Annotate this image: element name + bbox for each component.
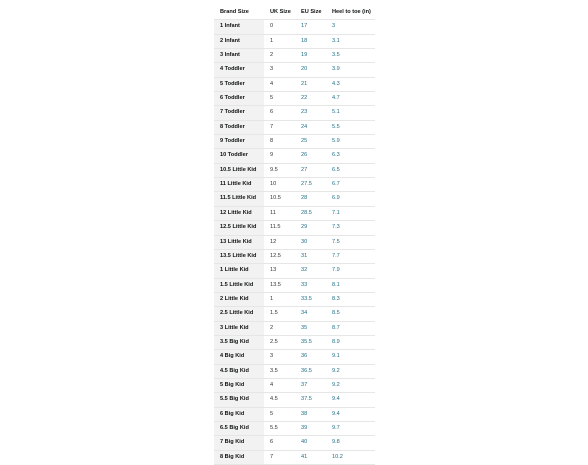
brand-size-cell: 2 Infant	[214, 34, 264, 48]
eu-size-cell: 32	[295, 264, 326, 278]
brand-size-cell: 3 Little Kid	[214, 321, 264, 335]
uk-size-cell: 1	[264, 292, 295, 306]
eu-size-cell: 37.5	[295, 393, 326, 407]
table-row	[214, 393, 375, 407]
uk-size-cell: 10.5	[264, 192, 295, 206]
heel-to-toe-cell: 9.8	[326, 436, 375, 450]
eu-size-cell: 33	[295, 278, 326, 292]
uk-size-cell: 11.5	[264, 221, 295, 235]
table-row	[214, 20, 375, 34]
brand-size-cell: 8 Big Kid	[214, 450, 264, 464]
table-row	[214, 63, 375, 77]
eu-size-cell: 36.5	[295, 364, 326, 378]
heel-to-toe-cell: 9.2	[326, 364, 375, 378]
uk-size-cell: 7	[264, 450, 295, 464]
eu-size-cell: 38	[295, 407, 326, 421]
brand-size-cell: 12.5 Little Kid	[214, 221, 264, 235]
table-row	[214, 436, 375, 450]
table-row	[214, 163, 375, 177]
heel-to-toe-cell: 6.9	[326, 192, 375, 206]
heel-to-toe-cell: 7.5	[326, 235, 375, 249]
brand-size-cell: 1 Infant	[214, 20, 264, 34]
table-row	[214, 335, 375, 349]
heel-to-toe-cell: 5.1	[326, 106, 375, 120]
uk-size-cell: 1.5	[264, 307, 295, 321]
uk-size-cell: 1	[264, 34, 295, 48]
uk-size-cell: 3.5	[264, 364, 295, 378]
eu-size-cell: 37	[295, 378, 326, 392]
table-row	[214, 264, 375, 278]
heel-to-toe-cell: 8.9	[326, 335, 375, 349]
heel-to-toe-cell: 5.5	[326, 120, 375, 134]
brand-size-cell: 13 Little Kid	[214, 235, 264, 249]
brand-size-cell: 10 Toddler	[214, 149, 264, 163]
uk-size-cell: 5	[264, 407, 295, 421]
eu-size-cell: 22	[295, 92, 326, 106]
eu-size-cell: 26	[295, 149, 326, 163]
brand-size-cell: 10.5 Little Kid	[214, 163, 264, 177]
header-eu-size: EU Size	[295, 6, 326, 20]
brand-size-cell: 8 Toddler	[214, 120, 264, 134]
table-row	[214, 350, 375, 364]
brand-size-cell: 7 Big Kid	[214, 436, 264, 450]
heel-to-toe-cell: 10.2	[326, 450, 375, 464]
table-row	[214, 421, 375, 435]
eu-size-cell: 40	[295, 436, 326, 450]
brand-size-cell: 6 Big Kid	[214, 407, 264, 421]
header-brand-size: Brand Size	[214, 6, 264, 20]
table-row	[214, 364, 375, 378]
eu-size-cell: 18	[295, 34, 326, 48]
size-chart-body	[214, 20, 375, 465]
header-row	[214, 6, 375, 20]
table-row	[214, 292, 375, 306]
eu-size-cell: 21	[295, 77, 326, 91]
eu-size-cell: 20	[295, 63, 326, 77]
brand-size-cell: 3 Infant	[214, 49, 264, 63]
brand-size-cell: 9 Toddler	[214, 135, 264, 149]
heel-to-toe-cell: 3.1	[326, 34, 375, 48]
brand-size-cell: 3.5 Big Kid	[214, 335, 264, 349]
brand-size-cell: 4 Toddler	[214, 63, 264, 77]
header-uk-size: UK Size	[264, 6, 295, 20]
eu-size-cell: 17	[295, 20, 326, 34]
uk-size-cell: 11	[264, 206, 295, 220]
uk-size-cell: 5	[264, 92, 295, 106]
brand-size-cell: 5 Toddler	[214, 77, 264, 91]
size-chart-header	[214, 6, 375, 20]
uk-size-cell: 7	[264, 120, 295, 134]
uk-size-cell: 2	[264, 49, 295, 63]
eu-size-cell: 24	[295, 120, 326, 134]
table-row	[214, 192, 375, 206]
table-row	[214, 278, 375, 292]
eu-size-cell: 27.5	[295, 178, 326, 192]
uk-size-cell: 6	[264, 106, 295, 120]
brand-size-cell: 5.5 Big Kid	[214, 393, 264, 407]
heel-to-toe-cell: 6.7	[326, 178, 375, 192]
uk-size-cell: 2	[264, 321, 295, 335]
brand-size-cell: 13.5 Little Kid	[214, 249, 264, 263]
header-heel-to-toe: Heel to toe (in)	[326, 6, 375, 20]
table-row	[214, 149, 375, 163]
uk-size-cell: 13	[264, 264, 295, 278]
uk-size-cell: 3	[264, 350, 295, 364]
brand-size-cell: 7 Toddler	[214, 106, 264, 120]
heel-to-toe-cell: 5.9	[326, 135, 375, 149]
uk-size-cell: 5.5	[264, 421, 295, 435]
uk-size-cell: 12.5	[264, 249, 295, 263]
brand-size-cell: 4 Big Kid	[214, 350, 264, 364]
brand-size-cell: 2 Little Kid	[214, 292, 264, 306]
table-row	[214, 221, 375, 235]
table-row	[214, 249, 375, 263]
uk-size-cell: 10	[264, 178, 295, 192]
brand-size-cell: 1.5 Little Kid	[214, 278, 264, 292]
uk-size-cell: 3	[264, 63, 295, 77]
eu-size-cell: 35	[295, 321, 326, 335]
eu-size-cell: 27	[295, 163, 326, 177]
heel-to-toe-cell: 7.7	[326, 249, 375, 263]
brand-size-cell: 12 Little Kid	[214, 206, 264, 220]
uk-size-cell: 0	[264, 20, 295, 34]
eu-size-cell: 34	[295, 307, 326, 321]
heel-to-toe-cell: 7.9	[326, 264, 375, 278]
brand-size-cell: 11 Little Kid	[214, 178, 264, 192]
uk-size-cell: 8	[264, 135, 295, 149]
table-row	[214, 206, 375, 220]
table-row	[214, 178, 375, 192]
eu-size-cell: 35.5	[295, 335, 326, 349]
eu-size-cell: 36	[295, 350, 326, 364]
eu-size-cell: 23	[295, 106, 326, 120]
table-row	[214, 407, 375, 421]
brand-size-cell: 1 Little Kid	[214, 264, 264, 278]
heel-to-toe-cell: 4.3	[326, 77, 375, 91]
brand-size-cell: 2.5 Little Kid	[214, 307, 264, 321]
table-row	[214, 49, 375, 63]
uk-size-cell: 4.5	[264, 393, 295, 407]
uk-size-cell: 9.5	[264, 163, 295, 177]
brand-size-cell: 11.5 Little Kid	[214, 192, 264, 206]
uk-size-cell: 6	[264, 436, 295, 450]
uk-size-cell: 4	[264, 378, 295, 392]
eu-size-cell: 31	[295, 249, 326, 263]
eu-size-cell: 33.5	[295, 292, 326, 306]
eu-size-cell: 30	[295, 235, 326, 249]
uk-size-cell: 12	[264, 235, 295, 249]
heel-to-toe-cell: 6.3	[326, 149, 375, 163]
brand-size-cell: 6 Toddler	[214, 92, 264, 106]
heel-to-toe-cell: 9.7	[326, 421, 375, 435]
heel-to-toe-cell: 3.5	[326, 49, 375, 63]
table-row	[214, 120, 375, 134]
eu-size-cell: 25	[295, 135, 326, 149]
heel-to-toe-cell: 8.5	[326, 307, 375, 321]
heel-to-toe-cell: 7.1	[326, 206, 375, 220]
eu-size-cell: 19	[295, 49, 326, 63]
brand-size-cell: 4.5 Big Kid	[214, 364, 264, 378]
eu-size-cell: 29	[295, 221, 326, 235]
heel-to-toe-cell: 9.4	[326, 393, 375, 407]
heel-to-toe-cell: 8.3	[326, 292, 375, 306]
eu-size-cell: 28	[295, 192, 326, 206]
heel-to-toe-cell: 7.3	[326, 221, 375, 235]
table-row	[214, 92, 375, 106]
eu-size-cell: 39	[295, 421, 326, 435]
heel-to-toe-cell: 9.4	[326, 407, 375, 421]
table-row	[214, 77, 375, 91]
brand-size-cell: 5 Big Kid	[214, 378, 264, 392]
table-row	[214, 321, 375, 335]
heel-to-toe-cell: 3	[326, 20, 375, 34]
table-row	[214, 235, 375, 249]
table-row	[214, 450, 375, 464]
size-chart-table	[214, 6, 375, 465]
uk-size-cell: 13.5	[264, 278, 295, 292]
table-row	[214, 34, 375, 48]
uk-size-cell: 9	[264, 149, 295, 163]
uk-size-cell: 4	[264, 77, 295, 91]
table-row	[214, 307, 375, 321]
brand-size-cell: 6.5 Big Kid	[214, 421, 264, 435]
heel-to-toe-cell: 6.5	[326, 163, 375, 177]
table-row	[214, 106, 375, 120]
table-row	[214, 135, 375, 149]
eu-size-cell: 28.5	[295, 206, 326, 220]
heel-to-toe-cell: 4.7	[326, 92, 375, 106]
heel-to-toe-cell: 3.9	[326, 63, 375, 77]
heel-to-toe-cell: 9.2	[326, 378, 375, 392]
table-row	[214, 378, 375, 392]
heel-to-toe-cell: 8.7	[326, 321, 375, 335]
heel-to-toe-cell: 8.1	[326, 278, 375, 292]
heel-to-toe-cell: 9.1	[326, 350, 375, 364]
uk-size-cell: 2.5	[264, 335, 295, 349]
eu-size-cell: 41	[295, 450, 326, 464]
